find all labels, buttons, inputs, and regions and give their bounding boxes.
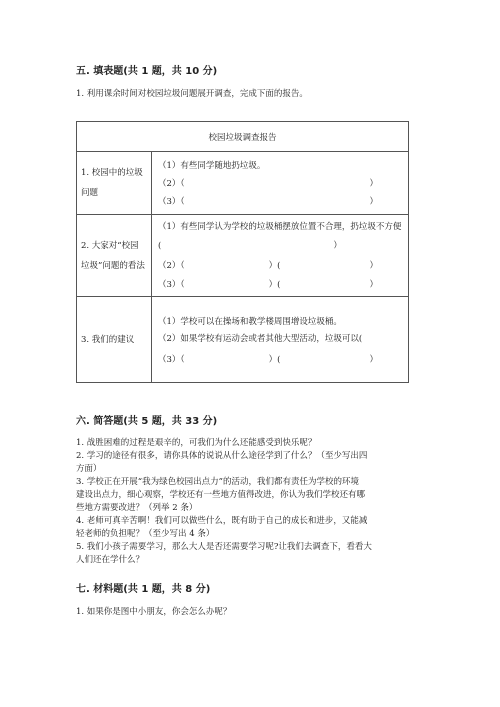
answer-line [158,330,402,349]
survey-report-table [76,121,409,383]
blank-close: ） [369,354,378,365]
blank-open: （3）（ [158,354,185,365]
blank-close: ） [333,240,342,251]
section-6-line: 5. 我们小孩子需要学习，那么大人是否还需要学习呢?让我们去调查下，看看大 [76,542,372,552]
table-row [77,152,409,215]
blank-open: （3）（ [158,280,185,290]
answer-line [158,275,402,294]
section-7-title: 七. 材料题(共 1 题，共 8 分) [76,584,211,595]
blank-close: ） [369,179,378,189]
blank-mid: ）( [268,354,281,365]
blank-open: （3）（ [158,197,185,207]
section-6-line: 人们还在学什么？ [76,555,145,565]
answer-line [158,192,402,210]
blank-mid: ）( [268,280,281,290]
section-6-line: 些地方需要改进？（列举 2 条） [76,503,198,513]
answer-line [158,156,402,174]
blank-mid: ）( [268,261,281,271]
answer-text: （1）有些同学随地扔垃圾。 [158,161,266,171]
section-7-question-1: 1. 如果你是图中小朋友，你会怎么办呢？ [76,607,232,617]
row-content-opinions [152,215,409,297]
table-title: 校园垃圾调查报告 [77,122,409,152]
blank-close: ） [369,197,378,207]
answer-line [158,311,402,330]
row-label-suggestions: 3. 我们的建议 [77,297,152,383]
section-6-line: 1. 战胜困难的过程是艰辛的，可我们为什么还能感受到快乐呢？ [76,438,317,448]
answer-text: （1）学校可以在操场和教学楼周围增设垃圾桶。 [158,316,342,327]
section-5-title: 五. 填表题(共 1 题，共 10 分) [76,66,218,77]
section-6-line: 4. 老师可真辛苦啊！我们可以做些什么，既有助于自己的成长和进步，又能减 [76,516,368,526]
answer-text: （1）有些同学认为学校的垃圾桶摆放位置不合理，扔垃圾不方便( [158,221,402,251]
answer-line [158,218,402,256]
blank-open: （2）（ [158,179,185,189]
row-content-problems [152,152,409,215]
section-6-line: 方面） [76,464,102,474]
blank-close: ） [369,261,378,271]
section-6-title: 六. 简答题(共 5 题，共 33 分) [76,416,218,427]
answer-line [158,174,402,192]
answer-line [158,256,402,275]
table-header-row [77,122,409,152]
blank-close: ） [369,280,378,290]
answer-line [158,349,402,368]
section-6-line: 2. 学习的途径有很多，请你具体的说说从什么途径学到了什么？（至少写出四 [76,451,368,461]
blank-open: （2）（ [158,261,185,271]
section-6-line: 建设出点力，细心观察，学校还有一些地方值得改进，你认为我们学校还有哪 [76,490,366,500]
table-row [77,215,409,297]
table-row [77,297,409,383]
section-5-question-1: 1. 利用课余时间对校园垃圾问题展开调查，完成下面的报告。 [76,89,308,99]
row-label-problems: 1. 校园中的垃圾问题 [77,152,152,215]
section-6-line: 轻老师的负担呢？（至少写出 4 条） [76,529,215,539]
answer-text: （2）如果学校有运动会或者其他大型活动，垃圾可以( [158,334,363,344]
section-6-line: 3. 学校正在开展“我为绿色校园出点力”的活动，我们都有责任为学校的环境 [76,477,360,487]
row-label-opinions: 2. 大家对“校园垃圾”问题的看法 [77,215,152,297]
row-content-suggestions [152,297,409,383]
